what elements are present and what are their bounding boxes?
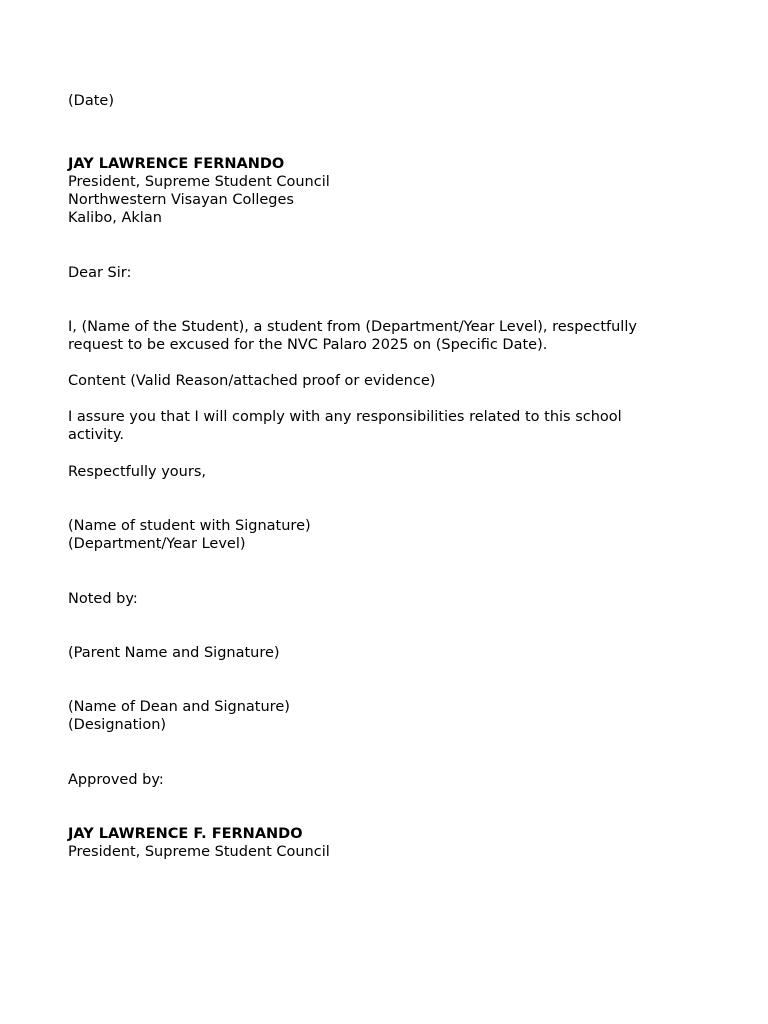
recipient-name: JAY LAWRENCE FERNANDO bbox=[68, 156, 285, 172]
approver-name: JAY LAWRENCE F. FERNANDO bbox=[68, 826, 303, 842]
dean-designation: (Designation) bbox=[68, 717, 167, 733]
content-paragraph: Content (Valid Reason/attached proof or evidence) bbox=[68, 373, 436, 389]
approver-position: President, Supreme Student Council bbox=[68, 844, 330, 860]
closing: Respectfully yours, bbox=[68, 464, 206, 480]
recipient-position: President, Supreme Student Council bbox=[68, 174, 330, 190]
salutation: Dear Sir: bbox=[68, 265, 132, 281]
request-paragraph-line-2: request to be excused for the NVC Palaro 2025 on (Specific Date). bbox=[68, 337, 548, 353]
approved-by-label: Approved by: bbox=[68, 772, 164, 788]
assurance-paragraph-line-1: I assure you that I will comply with any responsibilities related to this school bbox=[68, 409, 622, 425]
recipient-location: Kalibo, Aklan bbox=[68, 210, 162, 226]
request-paragraph-line-1: I, (Name of the Student), a student from (Department/Year Level), respectfully bbox=[68, 319, 637, 335]
recipient-institution: Northwestern Visayan Colleges bbox=[68, 192, 294, 208]
sender-department: (Department/Year Level) bbox=[68, 536, 246, 552]
dean-signature: (Name of Dean and Signature) bbox=[68, 699, 290, 715]
sender-name: (Name of student with Signature) bbox=[68, 518, 311, 534]
assurance-paragraph-line-2: activity. bbox=[68, 427, 124, 443]
letter-date: (Date) bbox=[68, 93, 114, 109]
parent-signature: (Parent Name and Signature) bbox=[68, 645, 280, 661]
noted-by-label: Noted by: bbox=[68, 591, 138, 607]
